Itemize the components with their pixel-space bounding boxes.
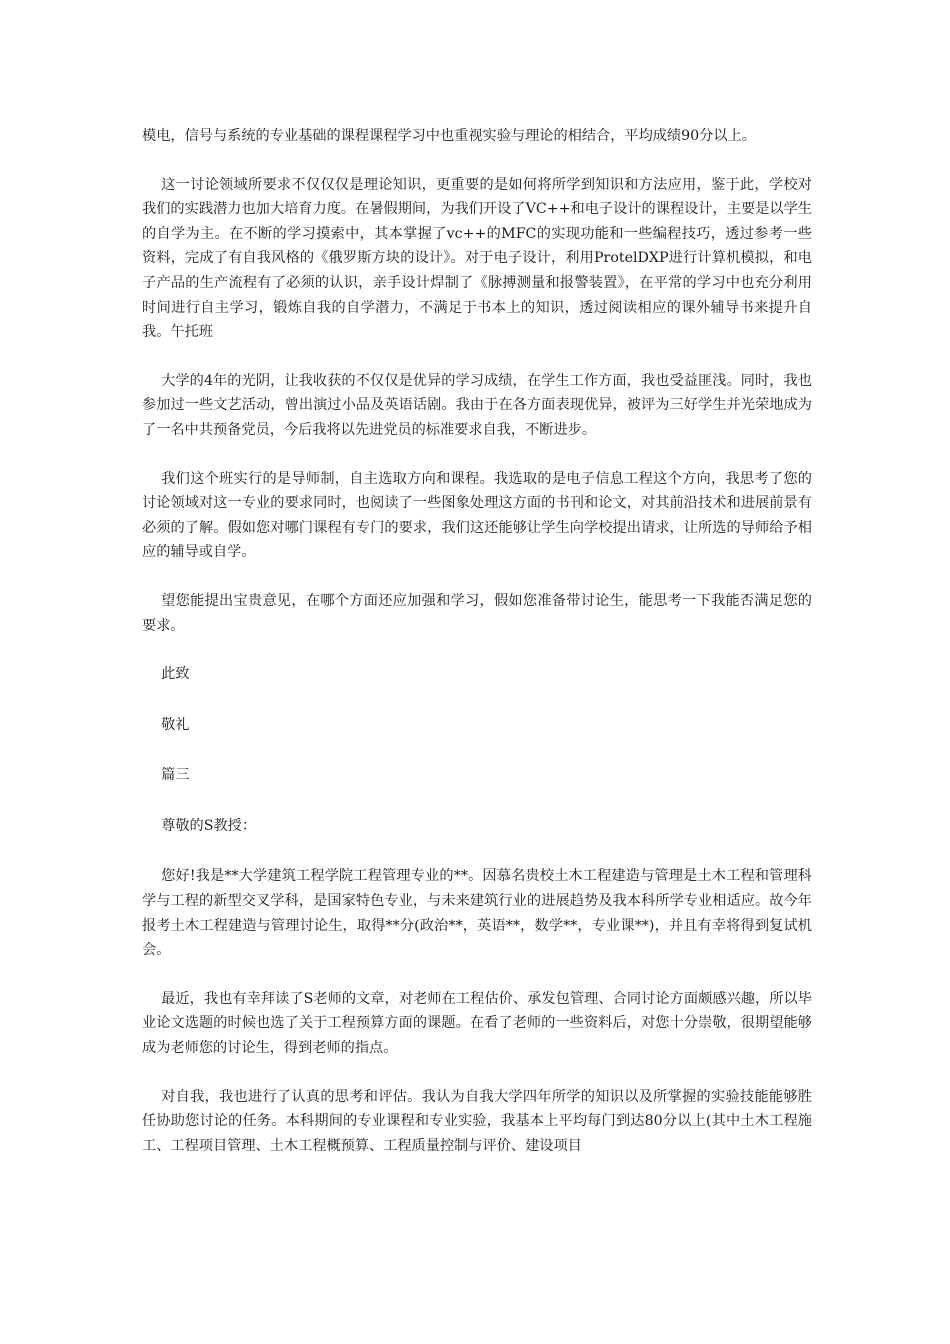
paragraph-2: 这一讨论领域所要求不仅仅仅是理论知识，更重要的是如何将所学到知识和方法应用，鉴于此，学校对我们的实践潜力也加大培育力度。在暑假期间，为我们开设了VC++和电子设计的课程设计，主要是以学生的自学为主。在不断的学习摸索中，其本掌握了vc++的MFC的实现功能和一些编程技巧，透过参考一些资料，完成了有自我风格的《俄罗斯方块的设计》。对于电子设计，利用ProtelDXP进行计算机模拟，和电子产品的生产流程有了必须的认识，亲手设计焊制了《脉搏测量和报警装置》，在平常的学习中也充分利用时间进行自主学习，锻炼自我的自学潜力，不满足于书本上的知识，透过阅读相应的课外辅导书来提升自我。午托班 — [142, 176, 812, 341]
paragraph-7: 最近，我也有幸拜读了S老师的文章，对老师在工程估价、承发包管理、合同讨论方面颇感兴趣，所以毕业论文选题的时候也选了关于工程预算方面的课题。在看了老师的一些资料后，对您十分崇敬，很期望能够成为老师您的讨论生，得到老师的指点。 — [142, 990, 812, 1057]
paragraph-5: 望您能提出宝贵意见，在哪个方面还应加强和学习，假如您准备带讨论生，能思考一下我能否满足您的要求。 — [142, 592, 812, 634]
paragraph-3: 大学的4年的光阴，让我收获的不仅仅是优异的学习成绩，在学生工作方面，我也受益匪浅。同时，我也参加过一些文艺活动，曾出演过小品及英语话剧。我由于在各方面表现优异，被评为三好学生并光荣地成为了一名中共预备党员，今后我将以先进党员的标准要求自我，不断进步。 — [142, 372, 812, 438]
salutation: 尊敬的S教授： — [161, 817, 257, 834]
paragraph-6: 您好!我是**大学建筑工程学院工程管理专业的**。因慕名贵校土木工程建造与管理是土木工程和管理科学与工程的新型交叉学科，是国家特色专业，与未来建筑行业的进展趋势及我本科所学专业相适应。故今年报考土木工程建造与管理讨论生，取得**分(政治**，英语**，数学**，专业课**)，并且有幸将得到复试机会。 — [142, 868, 812, 959]
paragraph-8: 对自我，我也进行了认真的思考和评估。我认为自我大学四年所学的知识以及所掌握的实验技能能够胜任协助您讨论的任务。本科期间的专业课程和专业实验，我基本上平均每门到达80分以上(其中土木工程施工、工程项目管理、土木工程概预算、工程质量控制与评价、建设项目 — [142, 1088, 812, 1154]
paragraph-1: 模电，信号与系统的专业基础的课程课程学习中也重视实验与理论的相结合，平均成绩90分以上。 — [142, 128, 756, 144]
section-heading-pian-san: 篇三 — [161, 767, 190, 784]
document-page — [142, 124, 812, 1182]
paragraph-4: 我们这个班实行的是导师制，自主选取方向和课程。我选取的是电子信息工程这个方向，我思考了您的讨论领域对这一专业的要求同时，也阅读了一些图象处理这方面的书刊和论文，对其前沿技术和进展前景有必须的了解。假如您对哪门课程有专门的要求，我们这还能够让学生向学校提出请求，让所选的导师给予相应的辅导或自学。 — [142, 470, 812, 561]
closing-line-jingli: 敬礼 — [161, 716, 190, 733]
closing-line-cizhi: 此致 — [161, 666, 190, 683]
